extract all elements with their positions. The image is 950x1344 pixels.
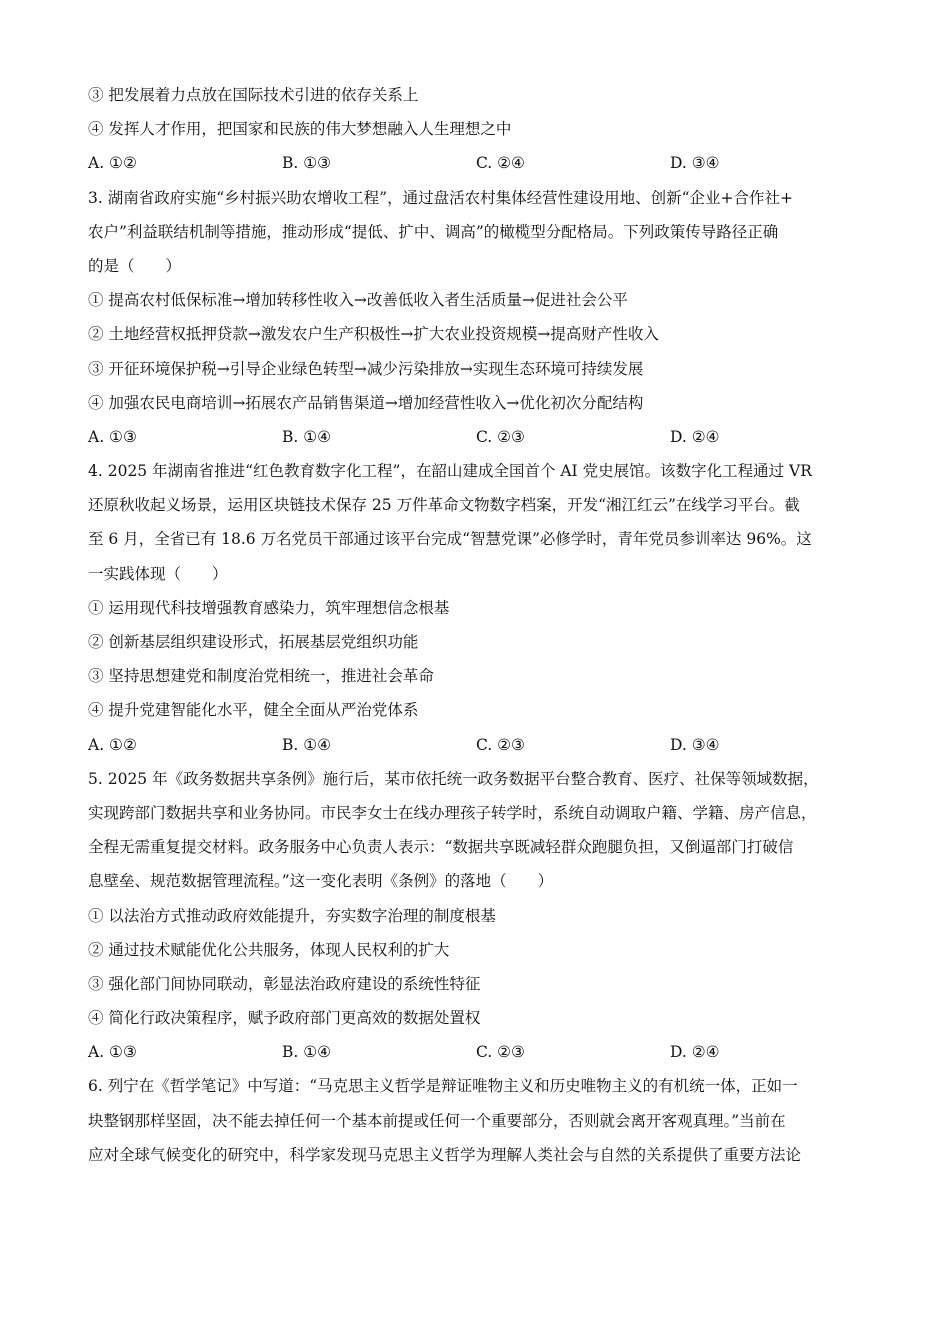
q6-stem-line: 块整钢那样坚固，决不能去掉任何一个基本前提或任何一个重要部分，否则就会离开客观真理。”当前在 — [88, 1111, 786, 1130]
q5-option-c: C. ②③ — [476, 1043, 525, 1062]
q4-item-3: ③ 坚持思想建党和制度治党相统一，推进社会革命 — [88, 667, 434, 686]
q5-option-a: A. ①③ — [88, 1043, 137, 1062]
q5-item-1: ① 以法治方式推动政府效能提升，夯实数字治理的制度根基 — [88, 906, 496, 925]
q5-stem-line: 5. 2025 年《政务数据共享条例》施行后，某市依托统一政务数据平台整合教育、医疗、社保等领域数据， — [88, 769, 819, 788]
q2-option-b: B. ①③ — [282, 154, 332, 173]
q5-stem-line: 全程无需重复提交材料。政务服务中心负责人表示：“数据共享既减轻群众跑腿负担，又倒逼部门打破信 — [88, 838, 794, 857]
q5-options — [88, 1035, 868, 1069]
q4-item-1: ① 运用现代科技增强教育感染力，筑牢理想信念根基 — [88, 598, 450, 617]
q3-option-c: C. ②③ — [476, 427, 525, 446]
q4-option-a: A. ①② — [88, 735, 137, 754]
q4-stem-line: 至 6 月，全省已有 18.6 万名党员干部通过该平台完成“智慧党课”必修学时，青年党员参训率达 96%。这 — [88, 530, 812, 549]
q2-option-c: C. ②④ — [476, 154, 525, 173]
q4-stem-line: 4. 2025 年湖南省推进“红色教育数字化工程”，在韶山建成全国首个 AI 党史展馆。该数字化工程通过 VR — [88, 462, 812, 481]
q3-stem-line: 的是（ ） — [88, 256, 182, 275]
q4-option-b: B. ①④ — [282, 735, 332, 754]
q3-option-d: D. ②④ — [670, 427, 720, 446]
q4-stem-line: 还原秋收起义场景，运用区块链技术保存 25 万件革命文物数字档案，开发“湘江红云”在线学习平台。截 — [88, 496, 800, 515]
q3-item-1: ① 提高农村低保标准→增加转移性收入→改善低收入者生活质量→促进社会公平 — [88, 291, 628, 310]
q2-option-d: D. ③④ — [670, 154, 720, 173]
q4-stem-line: 一实践体现（ ） — [88, 564, 228, 583]
q2-item-3: ③ 把发展着力点放在国际技术引进的依存关系上 — [88, 86, 419, 104]
q3-item-4: ④ 加强农民电商培训→拓展农产品销售渠道→增加经营性收入→优化初次分配结构 — [88, 393, 644, 412]
q2-options — [88, 146, 868, 180]
q6-stem-line: 应对全球气候变化的研究中，科学家发现马克思主义哲学为理解人类社会与自然的关系提供了重要方法论 — [88, 1145, 802, 1164]
q3-option-a: A. ①③ — [88, 427, 137, 446]
q3-options — [88, 420, 868, 454]
q5-item-2: ② 通过技术赋能优化公共服务，体现人民权利的扩大 — [88, 940, 450, 959]
q5-option-b: B. ①④ — [282, 1043, 332, 1062]
q3-stem-line: 农户”利益联结机制等措施，推动形成“提低、扩中、调高”的橄榄型分配格局。下列政策传导路径正确 — [88, 222, 779, 241]
q4-option-c: C. ②③ — [476, 735, 525, 754]
q4-item-4: ④ 提升党建智能化水平，健全全面从严治党体系 — [88, 701, 419, 720]
q3-stem-line: 3. 湖南省政府实施“乡村振兴助农增收工程”，通过盘活农村集体经营性建设用地、创新“企业+合作社+ — [88, 188, 793, 207]
q4-options — [88, 728, 868, 762]
q5-option-d: D. ②④ — [670, 1043, 720, 1062]
q5-item-4: ④ 简化行政决策程序，赋予政府部门更高效的数据处置权 — [88, 1009, 481, 1028]
q3-option-b: B. ①④ — [282, 427, 332, 446]
q4-option-d: D. ③④ — [670, 735, 720, 754]
q2-option-a: A. ①② — [88, 154, 137, 173]
q3-item-2: ② 土地经营权抵押贷款→激发农户生产积极性→扩大农业投资规模→提高财产性收入 — [88, 325, 659, 344]
q5-stem-line: 实现跨部门数据共享和业务协同。市民李女士在线办理孩子转学时，系统自动调取户籍、学籍、房产信息， — [88, 803, 817, 822]
exam-page — [88, 78, 868, 1172]
q2-item-4: ④ 发挥人才作用，把国家和民族的伟大梦想融入人生理想之中 — [88, 120, 512, 139]
q5-stem-line: 息壁垒、规范数据管理流程。”这一变化表明《条例》的落地（ ） — [88, 872, 554, 891]
q3-item-3: ③ 开征环境保护税→引导企业绿色转型→减少污染排放→实现生态环境可持续发展 — [88, 359, 644, 378]
q6-stem-line: 6. 列宁在《哲学笔记》中写道：“马克思主义哲学是辩证唯物主义和历史唯物主义的有机统一体，正如一 — [88, 1077, 798, 1096]
q5-item-3: ③ 强化部门间协同联动，彰显法治政府建设的系统性特征 — [88, 974, 481, 993]
q4-item-2: ② 创新基层组织建设形式，拓展基层党组织功能 — [88, 633, 419, 651]
